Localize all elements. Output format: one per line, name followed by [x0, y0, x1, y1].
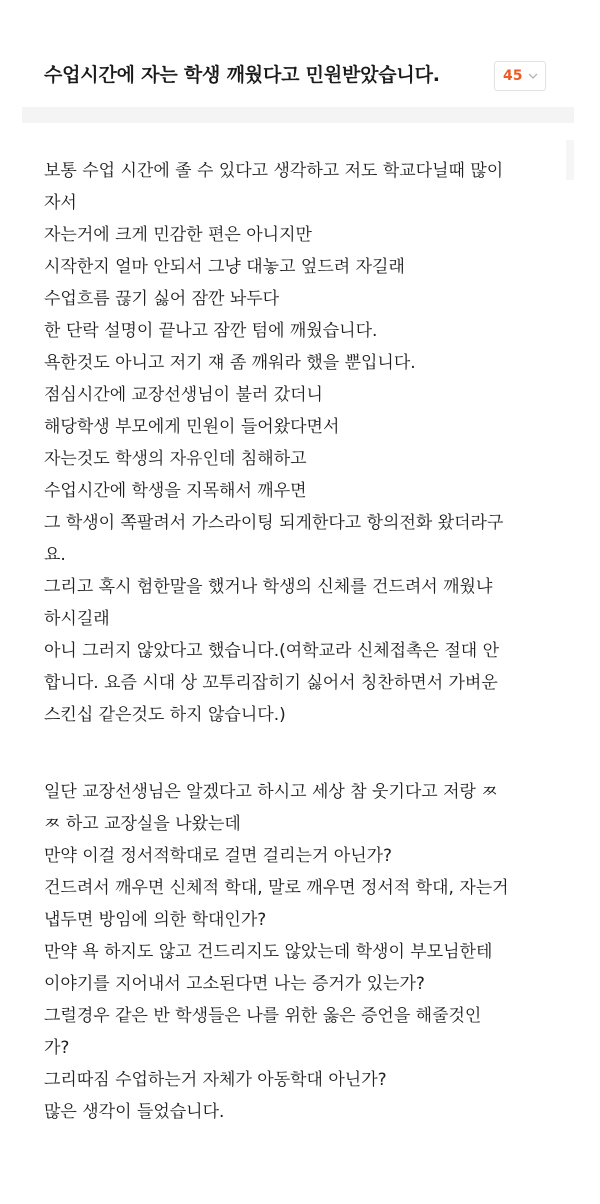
body-line: 요.	[44, 545, 66, 565]
body-line: 이야기를 지어내서 고소된다면 나는 증거가 있는가?	[44, 974, 425, 994]
body-line: 자는것도 학생의 자유인데 침해하고	[44, 449, 307, 469]
body-line: 하시길래	[44, 609, 110, 629]
body-line: 만약 욕 하지도 않고 건드리지도 않았는데 학생이 부모님한테	[44, 942, 493, 962]
body-line: 일단 교장선생님은 알겠다고 하시고 세상 참 웃기다고 저랑 ㅉ	[44, 782, 498, 802]
comment-count-button[interactable]	[494, 61, 546, 91]
body-line: 그 학생이 쪽팔려서 가스라이팅 되게한다고 항의전화 왔더라구	[44, 513, 504, 533]
body-paragraph-1	[44, 155, 564, 731]
body-line: 그럴경우 같은 반 학생들은 나를 위한 옳은 증언을 해줄것인	[44, 1006, 482, 1026]
body-line: 점심시간에 교장선생님이 불러 갔더니	[44, 385, 323, 405]
post-body	[44, 155, 564, 1128]
body-line: 냅두면 방임에 의한 학대인가?	[44, 910, 267, 930]
body-line: 해당학생 부모에게 민원이 들어왔다면서	[44, 417, 340, 437]
body-line: 많은 생각이 들었습니다.	[44, 1102, 225, 1122]
header-divider	[22, 107, 574, 123]
body-line: 한 단락 설명이 끝나고 잠깐 텀에 깨웠습니다.	[44, 321, 378, 341]
paragraph-gap	[44, 731, 564, 776]
body-line: 보통 수업 시간에 졸 수 있다고 생각하고 저도 학교다닐때 많이	[44, 161, 504, 181]
body-line: 수업시간에 학생을 지목해서 깨우면	[44, 481, 307, 501]
body-paragraph-2	[44, 776, 564, 1128]
body-line: 스킨십 같은것도 하지 않습니다.)	[44, 705, 286, 725]
body-line: 자는거에 크게 민감한 편은 아니지만	[44, 225, 312, 245]
scroll-indicator	[566, 140, 574, 180]
body-line: 수업흐름 끊기 싫어 잠깐 놔두다	[44, 289, 280, 309]
body-line: 시작한지 얼마 안되서 그냥 대놓고 엎드려 자길래	[44, 257, 405, 277]
body-line: 그리고 혹시 험한말을 했거나 학생의 신체를 건드려서 깨웠냐	[44, 577, 493, 597]
body-line: 만약 이걸 정서적학대로 걸면 걸리는거 아닌가?	[44, 846, 393, 866]
body-line: 그리따짐 수업하는거 자체가 아동학대 아닌가?	[44, 1070, 387, 1090]
post-title: 수업시간에 자는 학생 깨웠다고 민원받았습니다.	[44, 64, 440, 86]
body-line: 아니 그러지 않았다고 했습니다.(여학교라 신체접촉은 절대 안	[44, 641, 500, 661]
body-line: 자서	[44, 193, 77, 213]
body-line: 건드려서 깨우면 신체적 학대, 말로 깨우면 정서적 학대, 자는거	[44, 878, 509, 898]
body-line: ㅉ 하고 교장실을 나왔는데	[44, 814, 241, 834]
body-line: 욕한것도 아니고 저기 쟤 좀 깨워라 했을 뿐입니다.	[44, 353, 416, 373]
post-header	[0, 0, 600, 108]
body-line: 가?	[44, 1038, 70, 1058]
chevron-down-icon	[527, 70, 539, 82]
comment-count: 45	[503, 68, 523, 84]
body-line: 합니다. 요즘 시대 상 꼬투리잡히기 싫어서 칭찬하면서 가벼운	[44, 673, 498, 693]
